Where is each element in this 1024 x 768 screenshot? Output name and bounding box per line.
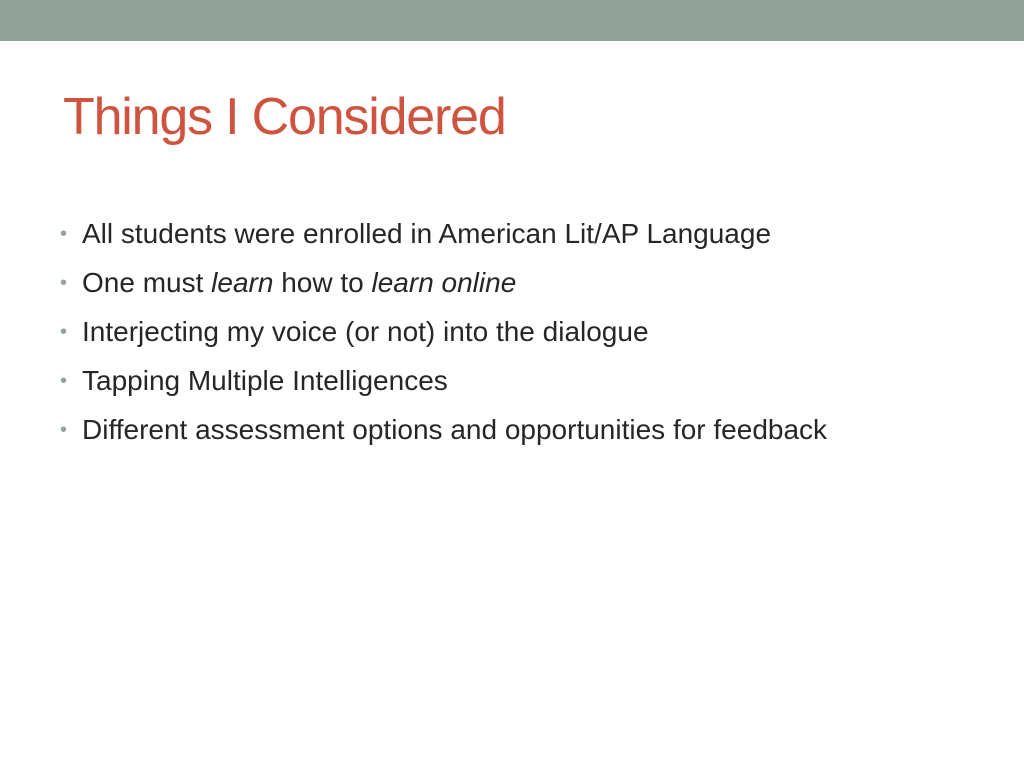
bullet-dot-icon: • [60, 272, 68, 294]
bullet-text: One must learn how to learn online [82, 267, 517, 298]
bullet-dot-icon: • [60, 370, 68, 392]
bullet-item [60, 263, 940, 303]
bullet-text: Different assessment options and opportunities for feedback [82, 414, 828, 445]
emphasis-text: learn [211, 267, 274, 298]
bullet-dot-icon: • [60, 419, 68, 441]
bullet-text: All students were enrolled in American Lit/AP Language [82, 218, 772, 249]
emphasis-text: learn online [371, 267, 517, 298]
bullet-item [60, 361, 940, 401]
bullet-dot-icon: • [60, 223, 68, 245]
top-accent-band [0, 0, 1024, 41]
bullet-item [60, 312, 940, 352]
bullet-text: Tapping Multiple Intelligences [82, 365, 448, 396]
bullet-list [60, 214, 940, 459]
bullet-item [60, 214, 940, 254]
slide-title: Things I Considered [63, 88, 506, 146]
bullet-text: Interjecting my voice (or not) into the dialogue [82, 316, 649, 347]
bullet-item [60, 410, 940, 450]
bullet-dot-icon: • [60, 321, 68, 343]
